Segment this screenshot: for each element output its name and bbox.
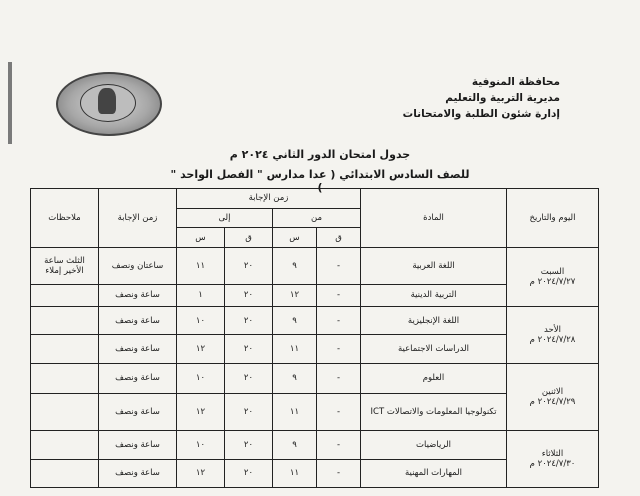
letterhead-governorate: محافظة المنوفية (471, 76, 560, 88)
from-hours-cell: ٩ (273, 363, 317, 394)
notes-cell (31, 335, 99, 363)
from-minutes-cell: - (317, 335, 361, 363)
from-minutes-cell: - (317, 459, 361, 487)
table-row (31, 363, 599, 394)
day-date-cell (507, 247, 599, 306)
to-minutes-cell: ٢٠ (225, 431, 273, 459)
to-hours-cell: ١٠ (177, 363, 225, 394)
header-from-hours: س (273, 228, 317, 248)
header-day-date: اليوم والتاريخ (507, 189, 599, 248)
to-minutes-cell: ٢٠ (225, 285, 273, 307)
subject-cell: تكنولوجيا المعلومات والاتصالات ICT (361, 394, 507, 431)
notes-cell (31, 363, 99, 394)
letterhead (403, 74, 560, 122)
to-hours-cell: ١٢ (177, 394, 225, 431)
duration-cell: ساعة ونصف (99, 394, 177, 431)
subject-cell: العلوم (361, 363, 507, 394)
day-name: الأحد (544, 324, 561, 335)
exam-date: ٢٠٢٤/٧/٢٧ م (529, 276, 576, 287)
from-hours-cell: ١١ (273, 394, 317, 431)
duration-cell: ساعة ونصف (99, 363, 177, 394)
header-from: من (273, 208, 361, 228)
duration-cell: ساعتان ونصف (99, 247, 177, 284)
subject-cell: اللغة الإنجليزية (361, 306, 507, 334)
from-hours-cell: ٩ (273, 247, 317, 284)
day-name: السبت (540, 266, 565, 277)
notes-cell (31, 306, 99, 334)
from-hours-cell: ١١ (273, 335, 317, 363)
from-minutes-cell: - (317, 431, 361, 459)
subject-cell: اللغة العربية (361, 247, 507, 284)
from-minutes-cell: - (317, 285, 361, 307)
day-date-cell (507, 431, 599, 488)
header-answer-time: زمن الإجابة (177, 189, 361, 209)
from-hours-cell: ١١ (273, 459, 317, 487)
table-row (31, 431, 599, 459)
duration-cell: ساعة ونصف (99, 431, 177, 459)
from-minutes-cell: - (317, 394, 361, 431)
day-name: الاثنين (541, 386, 564, 397)
duration-cell: ساعة ونصف (99, 285, 177, 307)
to-minutes-cell: ٢٠ (225, 363, 273, 394)
duration-cell: ساعة ونصف (99, 459, 177, 487)
header-from-minutes: ق (317, 228, 361, 248)
to-hours-cell: ١٠ (177, 306, 225, 334)
notes-cell (31, 394, 99, 431)
document-title: جدول امتحان الدور الثاني ٢٠٢٤ م (229, 148, 411, 161)
to-hours-cell: ١ (177, 285, 225, 307)
table-row (31, 247, 599, 284)
to-minutes-cell: ٢٠ (225, 394, 273, 431)
header-to-hours: س (177, 228, 225, 248)
duration-cell: ساعة ونصف (99, 306, 177, 334)
header-subject: المادة (361, 189, 507, 248)
header-notes: ملاحظات (31, 189, 99, 248)
to-hours-cell: ١٠ (177, 431, 225, 459)
to-minutes-cell: ٢٠ (225, 459, 273, 487)
day-date-cell (507, 363, 599, 431)
to-minutes-cell: ٢٠ (225, 306, 273, 334)
notes-cell: الثلث ساعة الأخير إملاء (31, 247, 99, 284)
from-minutes-cell: - (317, 363, 361, 394)
document-subtitle: للصف السادس الابتدائي ( عدا مدارس " الفصل الواحد " ) (170, 168, 470, 194)
from-hours-cell: ١٢ (273, 285, 317, 307)
table-row (31, 306, 599, 334)
subject-cell: المهارات المهنية (361, 459, 507, 487)
day-date-cell (507, 306, 599, 363)
exam-date: ٢٠٢٤/٧/٣٠ م (529, 459, 576, 470)
exam-date: ٢٠٢٤/٧/٢٨ م (529, 334, 576, 345)
header-to: إلى (177, 208, 273, 228)
to-minutes-cell: ٢٠ (225, 335, 273, 363)
from-minutes-cell: - (317, 306, 361, 334)
day-name: الثلاثاء (541, 449, 564, 460)
to-hours-cell: ١٢ (177, 335, 225, 363)
to-hours-cell: ١١ (177, 247, 225, 284)
subject-cell: التربية الدينية (361, 285, 507, 307)
notes-cell (31, 431, 99, 459)
notes-cell (31, 285, 99, 307)
letterhead-department: إدارة شئون الطلبة والامتحانات (402, 108, 560, 120)
exam-date: ٢٠٢٤/٧/٢٩ م (529, 396, 576, 407)
from-minutes-cell: - (317, 247, 361, 284)
from-hours-cell: ٩ (273, 431, 317, 459)
to-hours-cell: ١٢ (177, 459, 225, 487)
subject-cell: الدراسات الاجتماعية (361, 335, 507, 363)
letterhead-directorate: مديرية التربية والتعليم (445, 92, 560, 104)
subject-cell: الرياضيات (361, 431, 507, 459)
to-minutes-cell: ٢٠ (225, 247, 273, 284)
scan-edge (8, 62, 12, 144)
governorate-seal-logo (56, 72, 162, 136)
from-hours-cell: ٩ (273, 306, 317, 334)
header-duration: زمن الإجابة (99, 189, 177, 248)
duration-cell: ساعة ونصف (99, 335, 177, 363)
notes-cell (31, 459, 99, 487)
exam-schedule-table (30, 188, 599, 488)
header-to-minutes: ق (225, 228, 273, 248)
eagle-icon (98, 88, 116, 114)
